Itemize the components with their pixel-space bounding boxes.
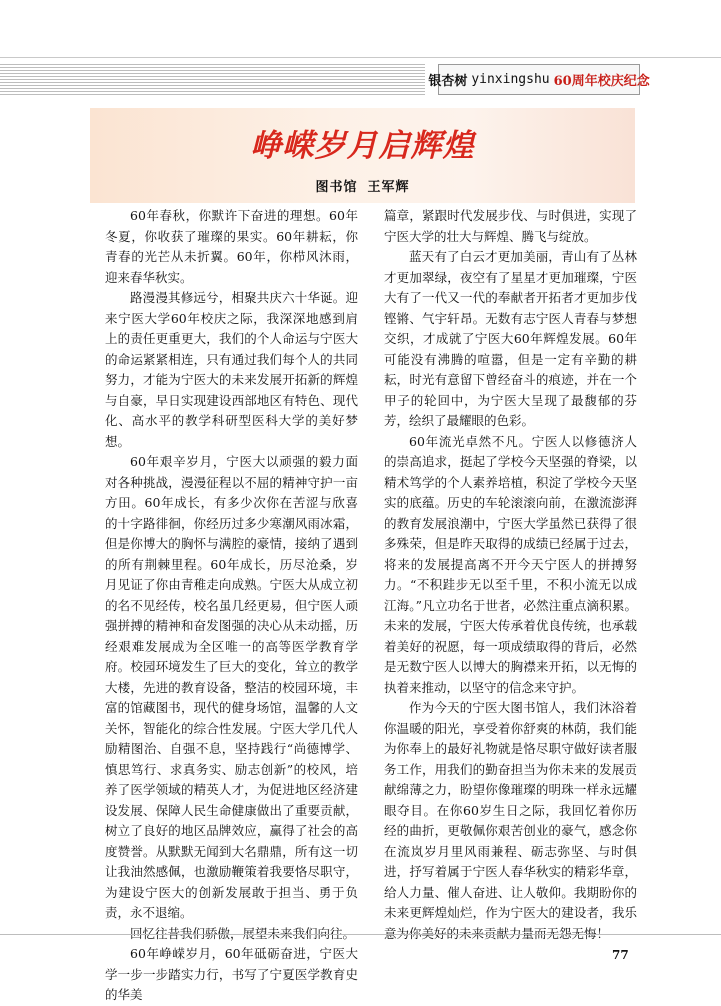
paragraph: 60年春秋，你默许下奋进的理想。60年冬夏，你收获了璀璨的果实。60年耕耘，你青春的光芒从未折翼。60年，你栉风沐雨，迎来春华秋实。 bbox=[105, 208, 358, 285]
left-column bbox=[105, 206, 358, 1006]
paragraph: 回忆往昔我们骄傲，展望未来我们向往。 bbox=[130, 925, 356, 941]
paragraph: 60年艰辛岁月，宁医大以顽强的毅力面对各种挑战，漫漫征程以不屈的精神守护一亩方田。60年成长，有多少次你在苦涩与欣喜的十字路徘徊，你经历过多少寒潮风雨冰霜，但是你博大的胸怀与满腔的豪情，接纳了遇到的所有荆棘里程。60年成长，历尽沧桑，岁月见证了你由青稚走向成熟。宁医大从成立初的名不见经传，校名虽几经更易，但宁医人顽强拼搏的精神和奋发图强的决心从未动摇，历经艰难发展成为全区唯一的高等医学教育学府。校园环境发生了巨大的变化，耸立的教学大楼，先进的教育设备，整洁的校园环境，丰富的馆藏图书，现代的健身场馆，温馨的人文关怀，智能化的综合性发展。宁医大学几代人励精图治、自强不息，坚持践行“尚德博学、慎思笃行、求真务实、励志创新”的校风，培养了医学领域的精英人才，为促进地区经济建设发展、保障人民生命健康做出了重要贡献，树立了良好的地区品牌效应，赢得了社会的高度赞誉。从默默无闻到大名鼎鼎，所有这一切让我油然感佩，也激励鞭策着我要恪尽职守，为建设宁医大的创新发展敢于担当、勇于负责，永不退缩。 bbox=[105, 454, 358, 920]
header-stripe bbox=[0, 64, 425, 95]
paragraph: 60年流光卓然不凡。宁医人以修德济人的崇高追求，挺起了学校今天坚强的脊梁，以精术笃学的个人素养培植，积淀了学校今天坚实的底蕴。历史的车轮滚滚向前，在激流澎湃的教育发展浪潮中，宁医大学虽然已获得了很多殊荣，但是昨天取得的成绩已经属于过去，将来的发展提高离不开今天宁医人的拼搏努力。“不积跬步无以至千里，不积小流无以成江海。”凡立功名于世者，必然注重点滴积累。未来的发展，宁医大传承着优良传统，也承载着美好的祝愿，每一项成绩取得的背后，必然是无数宁医人以博大的胸襟来开拓，以无悔的执着来推动，以坚守的信念来守护。 bbox=[384, 433, 637, 695]
brand-pinyin: yinxingshu bbox=[471, 72, 550, 87]
byline bbox=[90, 176, 635, 195]
anniversary-label: 60周年校庆纪念 bbox=[553, 74, 650, 89]
paragraph: 蓝天有了白云才更加美丽，青山有了丛林才更加翠绿，夜空有了星星才更加璀璨，宁医大有了一代又一代的奉献者开拓者才更加步伐铿锵、气宇轩昂。无数有志宁医人青春与梦想交织，才成就了宁医大60年辉煌发展。60年可能没有沸腾的喧嚣，但是一定有辛勤的耕耘，时光有意留下曾经奋斗的痕迹，并在一个甲子的轮回中，为宁医大呈现了最馥郁的芬芳，绘织了最耀眼的色彩。 bbox=[384, 249, 637, 428]
header-rule bbox=[0, 57, 721, 58]
footer-rule bbox=[0, 934, 721, 935]
page-number: 77 bbox=[612, 948, 629, 962]
article-title: 峥嵘岁月启辉煌 bbox=[250, 128, 475, 164]
paragraph: 路漫漫其修远兮，相聚共庆六十华诞。迎来宁医大学60年校庆之际，我深深地感到肩上的责任更重更大，我们的个人命运与宁医大的命运紧紧相连，只有通过我们每个人的共同努力，才能为宁医大的未来发展开拓新的辉煌与自豪，早日实现建设西部地区有特色、现代化、高水平的教学科研型医科大学的美好梦想。 bbox=[105, 290, 358, 449]
right-column bbox=[384, 206, 637, 944]
brand-name: 银杏树 bbox=[428, 74, 468, 89]
running-header bbox=[0, 64, 650, 95]
byline-author: 王军辉 bbox=[367, 180, 410, 195]
byline-department: 图书馆 bbox=[315, 180, 358, 195]
paragraph: 作为今天的宁医大图书馆人，我们沐浴着你温暖的阳光，享受着你舒爽的林荫，我们能为你奉上的最好礼物就是恪尽职守做好读者服务工作，用我们的勤奋担当为你未来的发展贡献绵薄之力，盼望你像璀璨的明珠一样永远耀眼夺目。在你60岁生日之际，我回忆着你历经的曲折，更敬佩你艰苦创业的豪气，感念你在流岚岁月里风雨兼程、砺志弥坚、与时俱进，抒写着属于宁医人春华秋实的精彩华章，给人力量、催人奋进、让人敬仰。我期盼你的未来更辉煌灿烂，作为宁医大的建设者，我乐意为你美好的未来贡献力量而无怨无悔！ bbox=[384, 700, 637, 941]
paragraph: 60年峥嵘岁月，60年砥砺奋进，宁医大学一步一步踏实力行，书写了宁夏医学教育史的华美 bbox=[105, 946, 358, 1002]
header-badge bbox=[428, 64, 650, 95]
paragraph-continued: 篇章，紧跟时代发展步伐、与时俱进，实现了宁医大学的壮大与辉煌、腾飞与绽放。 bbox=[384, 208, 637, 244]
